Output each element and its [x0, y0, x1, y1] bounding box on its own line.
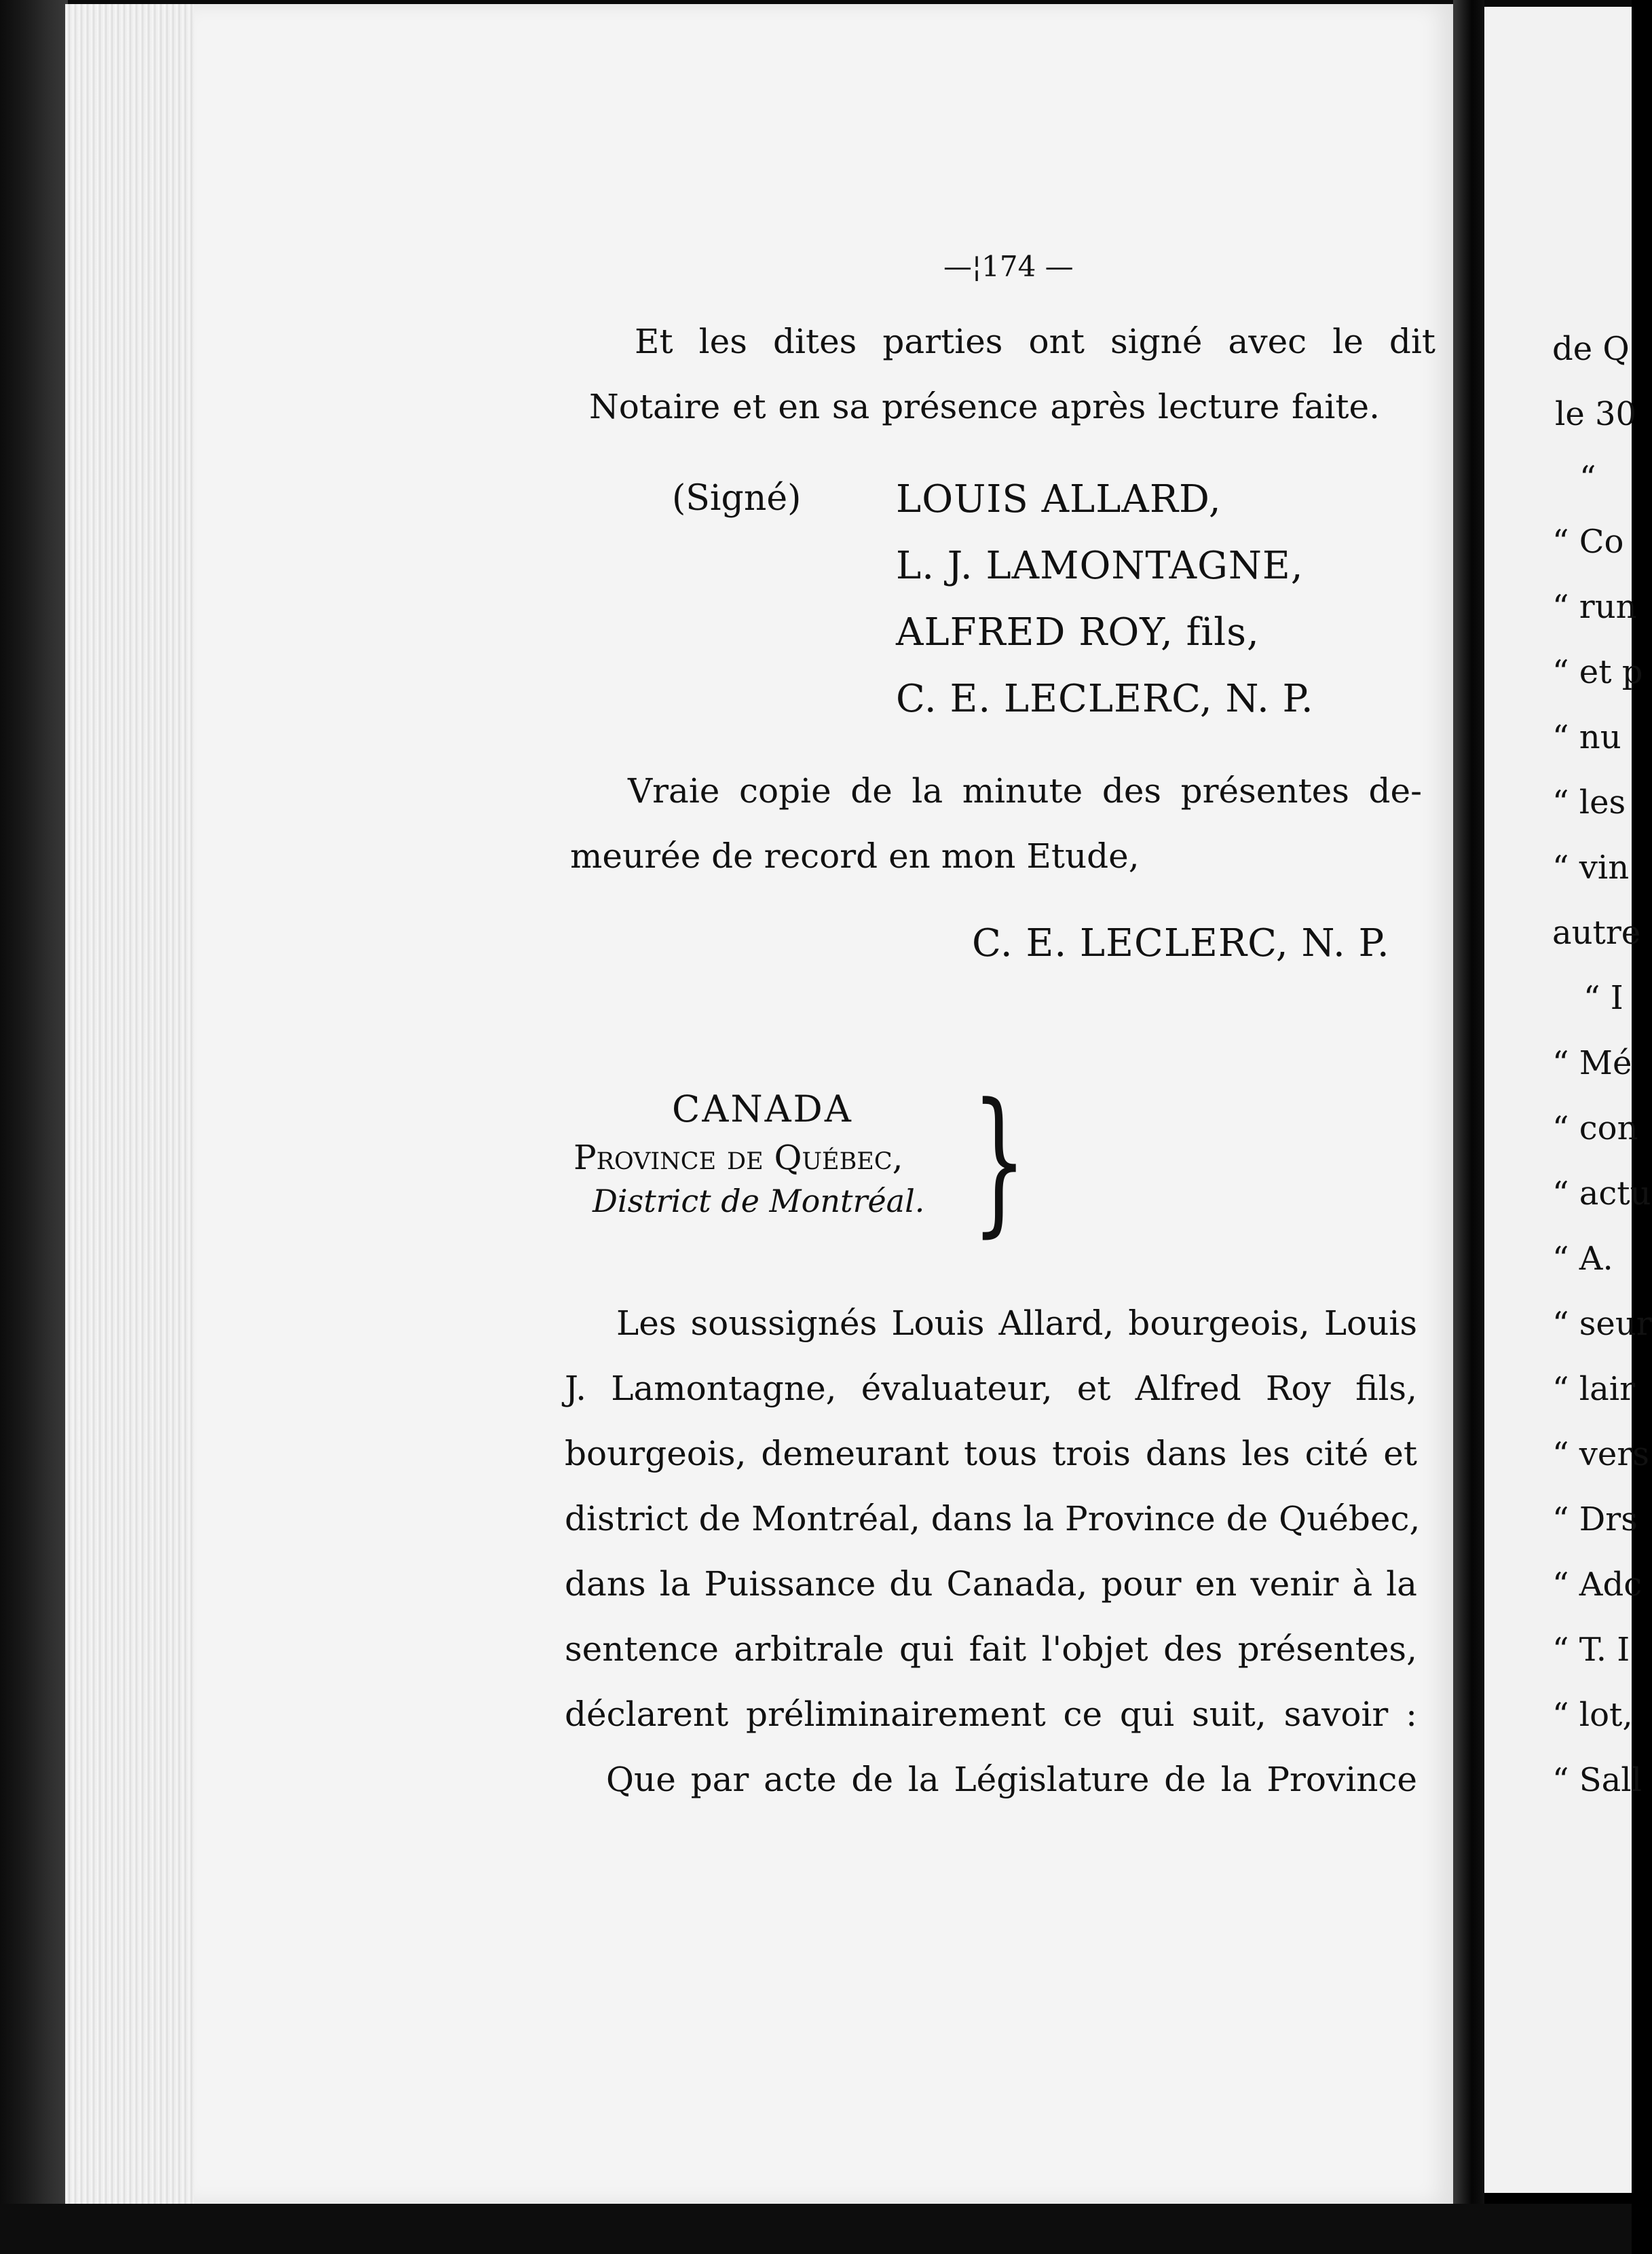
book-gutter	[1453, 0, 1484, 2254]
scan-frame-bottom	[0, 2204, 1632, 2254]
heading-district: District de Montréal.	[593, 1183, 925, 1219]
page-edge-stack	[65, 4, 194, 2204]
facing-line: “ A.	[1552, 1240, 1613, 1278]
facing-line: “ Mé	[1552, 1044, 1632, 1082]
facing-line: “ T. I	[1552, 1631, 1630, 1669]
heading-province: Province de Québec,	[574, 1138, 903, 1177]
facing-line: autre	[1552, 914, 1641, 952]
body-line-1: Les soussignés Louis Allard, bourgeois, Louis	[616, 1304, 1417, 1343]
intro-line-1: Et les dites parties ont signé avec le dit	[635, 322, 1435, 361]
facing-line: de Q	[1552, 330, 1630, 368]
body-line-6: sentence arbitrale qui fait l'objet des présentes,	[565, 1629, 1417, 1669]
body-line-5: dans la Puissance du Canada, pour en venir à la	[565, 1564, 1417, 1604]
facing-line: “ run	[1552, 588, 1637, 626]
curly-brace-icon: }	[972, 1071, 1027, 1252]
body-line-8: Que par acte de la Législature de la Province	[606, 1760, 1417, 1799]
signatory-3: ALFRED ROY, fils,	[896, 610, 1260, 654]
facing-line: “ con	[1552, 1109, 1638, 1147]
body-line-4: district de Montréal, dans la Province de Québec,	[565, 1499, 1421, 1538]
facing-line: “ nu	[1552, 718, 1621, 756]
facing-line: “ et p	[1552, 653, 1643, 691]
copy-signature: C. E. LECLERC, N. P.	[972, 921, 1390, 965]
facing-line: “ lair	[1552, 1370, 1636, 1408]
facing-line: “ I	[1583, 979, 1623, 1017]
facing-line: “ vin	[1552, 849, 1630, 887]
facing-line: “ actu	[1552, 1175, 1651, 1213]
intro-line-2: Notaire et en sa présence après lecture faite.	[589, 387, 1380, 426]
facing-line: “ lot,	[1552, 1696, 1633, 1734]
body-line-2: J. Lamontagne, évaluateur, et Alfred Roy fils,	[565, 1369, 1417, 1408]
signatory-1: LOUIS ALLARD,	[896, 477, 1222, 521]
facing-line: “ vers	[1552, 1435, 1649, 1473]
body-line-7: déclarent préliminairement ce qui suit, savoir :	[565, 1695, 1417, 1734]
facing-line: “ Sall	[1552, 1761, 1642, 1799]
signed-label: (Signé)	[672, 478, 802, 519]
facing-line: “ les	[1552, 783, 1626, 821]
copy-line-1: Vraie copie de la minute des présentes de-	[628, 771, 1422, 811]
signatory-2: L. J. LAMONTAGNE,	[896, 544, 1304, 588]
scan-frame-left	[0, 0, 68, 2254]
body-line-3: bourgeois, demeurant tous trois dans les cité et	[565, 1434, 1417, 1473]
facing-page	[1484, 7, 1652, 2193]
signatory-4: C. E. LECLERC, N. P.	[896, 677, 1314, 721]
page-number: —¦174 —	[943, 250, 1074, 283]
heading-country: CANADA	[672, 1088, 853, 1130]
copy-line-2: meurée de record en mon Etude,	[570, 836, 1140, 876]
facing-line: “ seur	[1552, 1305, 1652, 1343]
facing-line: “	[1579, 459, 1596, 497]
facing-line: “ Adc	[1552, 1566, 1642, 1604]
facing-line: “ Co	[1552, 523, 1624, 561]
facing-line: “ Drs	[1552, 1500, 1638, 1538]
facing-line: le 30	[1555, 395, 1637, 433]
